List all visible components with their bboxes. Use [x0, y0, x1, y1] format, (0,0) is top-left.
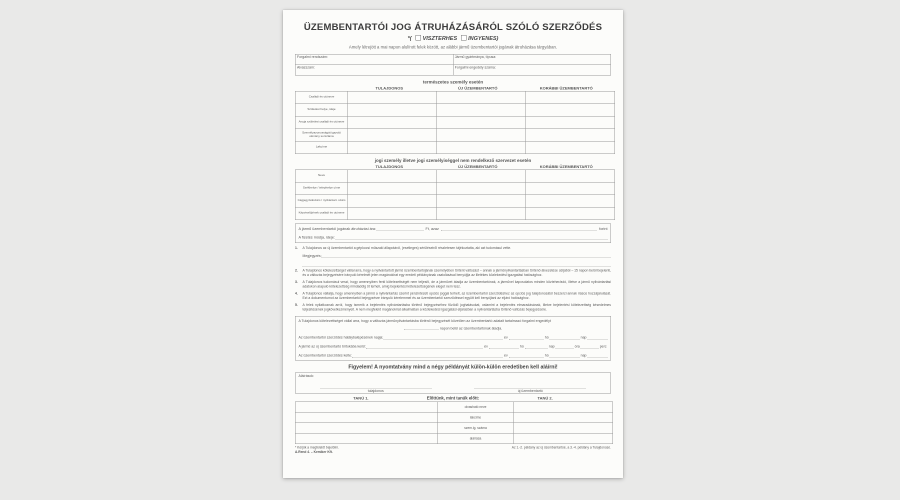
unit-hour: óra [574, 345, 580, 349]
table-row [295, 129, 615, 142]
witness-headers [295, 396, 611, 401]
field-label: Jármű gyártmánya, típusa: [454, 55, 497, 59]
field-label: Alvázszám: [297, 66, 315, 70]
legal-person-table [295, 170, 615, 221]
unit-day: nap [548, 345, 555, 349]
row-label: Lakcíme [295, 141, 348, 154]
clause-3 [295, 280, 611, 290]
field-cell [437, 195, 526, 208]
clause-5 [295, 303, 611, 313]
field-cell [348, 116, 437, 129]
dotted-line [352, 353, 503, 358]
table-row [295, 141, 615, 154]
clause-text: A felek nyilatkoznak arról, hogy ismerik a bejelentés nyilvántartásba történő bejegyzéséhez fűződő joghatásokat, valamint a bejelentés elmaradásának, illetve bejelentési kötelezettség késedelmes teljesítésének jogkövetkezményeit. A nem megfelelő magánokirat alkalmatlan a közlekedési igazgatási eljárásban a nyilvántartásba történő változás bejegyzésére. [302, 303, 611, 312]
spacer [295, 86, 345, 91]
contract-date-row [299, 353, 608, 358]
form-title: ÜZEMBENTARTÓI JOG ÁTRUHÁZÁSÁRÓL SZÓLÓ SZERZŐDÉS [303, 22, 603, 33]
field-cell [437, 207, 526, 220]
table-row [295, 116, 615, 129]
remark-label: Megjegyzés: [302, 254, 322, 258]
clause-text: A Tulajdonos kötelezettséget vállal arra, hogy a nyilvántartott jármű üzembentartójának személyében történt változást – annak a járműnyilvántartásban történő átvezetése céljából – 15 napon belül bejelenti, és a változás bejegyzésére irányuló kérelmét jelen magánokirat egy eredeti példányának csatolásával benyújtja az illetékes közlekedési igazgatási hatósághoz. [302, 268, 611, 278]
field-cell [526, 104, 615, 117]
field-cell [348, 104, 437, 117]
field-cell [437, 129, 526, 142]
field-label: Forgalmi engedély száma: [454, 66, 496, 70]
unit-year: év [504, 354, 508, 358]
form-code: A.Rend 4. – Kemiker Kft. [295, 450, 333, 455]
unit-month: hó [544, 354, 549, 358]
field-cell [526, 129, 615, 142]
form-subtitle [295, 35, 611, 42]
dotted-line [588, 335, 608, 340]
col-previous-operator: KORÁBBI ÜZEMBENTARTÓ [539, 86, 593, 91]
signatures-box [295, 373, 611, 394]
witnesses-heading: Előttünk, mint tanúk előtt: [426, 395, 480, 401]
field-cell [348, 170, 437, 183]
witness-2-label: TANÚ 2. [537, 396, 553, 401]
witness2-field-cell [513, 433, 613, 444]
row-label: olvasható neve [438, 402, 514, 413]
unit-month: hó [544, 336, 549, 340]
signature-caption: tulajdonos [367, 389, 384, 394]
witness2-field-cell [513, 402, 613, 413]
form-content [283, 10, 623, 478]
witness2-field-cell [513, 423, 613, 434]
dotted-line [581, 344, 599, 349]
form-footer [295, 446, 611, 454]
witness-1-label: TANÚ 1. [353, 396, 369, 401]
table-row [295, 195, 615, 208]
date-row-label: A jármű az új üzembentartó birtokába kerül: [298, 345, 367, 349]
field-cell [437, 182, 526, 195]
unit-day: nap [580, 354, 587, 358]
witness1-field-cell [295, 433, 438, 444]
field-chassis [295, 65, 453, 76]
row-label: lakcíme [438, 412, 514, 423]
dotted-line [303, 262, 612, 267]
table-row [295, 207, 615, 220]
dotted-line [376, 227, 424, 232]
unit-month: hó [519, 345, 524, 349]
row-label: Személyazonosságát igazoló okmány sorszáma [295, 129, 348, 142]
intro-text: Amely létrejött a mai napon alulírott felek között, az alábbi jármű üzembentartói jogának átruházása tárgyában. [348, 44, 558, 50]
option-free-label: INGYENES) [468, 35, 499, 42]
clause-number: 1. [295, 246, 298, 250]
field-cell [526, 182, 615, 195]
price-box [295, 224, 611, 244]
row-label: aláírása [438, 433, 514, 444]
witness1-field-cell [295, 402, 438, 413]
footnote-marker: *( [407, 35, 412, 42]
handover-deadline-line [299, 326, 608, 331]
scanned-form-page [283, 10, 623, 478]
checkbox-free [461, 35, 467, 41]
witness1-field-cell [295, 423, 438, 434]
signature-caption: új üzembentartó [517, 389, 543, 394]
handover-suffix: napon belül az üzembentartónak átadja. [439, 327, 503, 331]
col-previous-operator: KORÁBBI ÜZEMBENTARTÓ [539, 164, 593, 169]
remark-line [303, 253, 612, 258]
unit-minute: perc [599, 345, 607, 349]
row-label: Anyja születési családi és utóneve [295, 116, 348, 129]
unit-year: év [484, 345, 488, 349]
dotted-line [383, 335, 503, 340]
table-row [295, 402, 613, 413]
legal-column-headers [295, 165, 611, 170]
col-owner: TULAJDONOS [375, 164, 404, 169]
possession-date-row [299, 344, 608, 349]
field-reg-plate [295, 54, 453, 65]
handover-box [295, 316, 611, 361]
witness2-field-cell [513, 412, 613, 423]
effective-date-row [299, 335, 608, 340]
clause-1 [295, 246, 611, 251]
price-label: A jármű üzembentartói jogának átruházási ára: [298, 226, 377, 231]
dotted-line [556, 344, 574, 349]
dotted-line [509, 335, 544, 340]
date-row-label: Az üzembentartói szerződés hatálybalépésének napja: [298, 336, 384, 340]
signature-line [320, 385, 431, 390]
field-cell [348, 207, 437, 220]
dotted-line [588, 353, 608, 358]
field-cell [348, 129, 437, 142]
remark-extra-line [303, 262, 612, 267]
legal-person-heading: jogi személy illetve jogi személyiséggel nem rendelkező szervezet esetén [374, 158, 532, 163]
price-mid-label: Ft, azaz [425, 226, 439, 231]
table-row [295, 423, 613, 434]
unit-day: nap [580, 336, 587, 340]
clause-number: 3. [295, 280, 298, 284]
dotted-line [322, 253, 611, 258]
row-label: Neve [295, 170, 348, 183]
spacer [295, 165, 345, 170]
date-row-label: Az üzembentartói szerződés kelte: [298, 354, 352, 358]
unit-year: év [504, 336, 508, 340]
dotted-line [525, 344, 548, 349]
footer-left [295, 446, 339, 454]
signature-line [475, 385, 586, 390]
table-row [295, 104, 615, 117]
new-operator-signature [453, 385, 608, 394]
price-end-label: forint [599, 226, 608, 231]
dotted-line [441, 227, 597, 232]
col-owner: TULAJDONOS [375, 86, 404, 91]
row-label: Születési helye, ideje [295, 104, 348, 117]
field-reg-cert [453, 65, 611, 76]
field-cell [526, 141, 615, 154]
col-new-operator: ÚJ ÜZEMBENTARTÓ [458, 164, 498, 169]
clause-number: 5. [295, 303, 298, 307]
dotted-line [550, 335, 580, 340]
table-row [295, 170, 615, 183]
row-label: Képviselőjének családi és utóneve [295, 207, 348, 220]
table-row [295, 412, 613, 423]
dotted-line [509, 353, 544, 358]
table-row [295, 182, 615, 195]
vehicle-data-table [295, 54, 611, 76]
handover-text: A Tulajdonos kötelezettséget vállal arra, hogy a változás járműnyilvántartásba történő bejegyzését követően az üzembentartó adatait tartalmazó forgalmi engedélyt [298, 319, 551, 323]
dotted-line [550, 353, 580, 358]
dotted-line [404, 326, 439, 330]
dotted-line [366, 344, 483, 349]
field-cell [437, 116, 526, 129]
clause-2 [295, 268, 611, 278]
clause-4 [295, 291, 611, 301]
field-cell [526, 91, 615, 104]
field-cell [526, 170, 615, 183]
field-cell [526, 195, 615, 208]
checkbox-onerous [416, 35, 422, 41]
option-onerous-label: VISZTERHES [422, 35, 458, 42]
row-label: Cégjegyzékszám / nyilvántart. szám [295, 195, 348, 208]
field-cell [348, 182, 437, 195]
field-label: Forgalmi rendszám: [297, 55, 328, 59]
table-row [295, 91, 615, 104]
field-cell [437, 170, 526, 183]
field-cell [526, 116, 615, 129]
col-new-operator: ÚJ ÜZEMBENTARTÓ [458, 86, 498, 91]
row-label: Székhelye / telephelye címe [295, 182, 348, 195]
footer-copies-note: Az 1.-2. példány az új üzembentartóé, a 3.-4. példány a Tulajdonosé. [511, 446, 611, 450]
clause-number: 4. [295, 291, 298, 296]
clauses-section [295, 246, 611, 312]
natural-person-heading: természetes személy esetén [422, 79, 484, 85]
witness-table [295, 402, 613, 445]
attention-warning: Figyelem! A nyomtatvány mind a négy példányát külön-külön eredetiben kell aláírni! [348, 364, 558, 371]
clause-text: A Tulajdonos tudomásul veszi, hogy amennyiben fenti kötelezettségét nem teljesíti, de a járművet átadja az üzembentartónak, a járművel kapcsolatos minden közteher/adó, illetve a jármű nyilvántartási adatokon alapuló kötelezettség mindaddig őt terheli, amíg bejelentési kötelezettségének eleget nem tesz. [302, 280, 611, 289]
dotted-line [335, 235, 608, 240]
clause-text: A Tulajdonos vállalja, hogy amennyiben a jármű a nyilvántartás szerint pénzintézeti opciós joggal terhelt, az üzembentartói szerződéshez az opciós jog tulajdonosától beszerzi annak írásos hozzájárulását. Ezt a dokumentumot az üzembentartói bejegyzésre irányuló kérelemmel és az üzembentartói szerződéssel együtt kell benyújtani az eljáró hatósághoz. [302, 291, 611, 301]
row-label: szem.ig. száma [438, 423, 514, 434]
field-cell [437, 91, 526, 104]
natural-column-headers [295, 86, 611, 91]
field-cell [348, 91, 437, 104]
signatures-label: Aláírások: [298, 374, 315, 379]
payment-label: A fizetés módja, ideje: [298, 235, 335, 240]
row-label: Családi és utóneve [295, 91, 348, 104]
clause-text: A Tulajdonos az új üzembentartót a gépkocsi műszaki állapotáról, (esetleges) sérüléseiről részletesen tájékoztatta, aki azt tudomásul vette. [302, 246, 512, 250]
table-row [295, 433, 613, 444]
field-cell [526, 207, 615, 220]
dotted-line [489, 344, 519, 349]
field-make-type [453, 54, 611, 65]
field-cell [348, 195, 437, 208]
field-cell [348, 141, 437, 154]
clause-number: 2. [295, 268, 298, 273]
witness1-field-cell [295, 412, 438, 423]
owner-signature [299, 385, 454, 394]
field-cell [437, 141, 526, 154]
field-cell [437, 104, 526, 117]
footnote-text: * Kérjük a megfelelőt bejelölni. [295, 446, 339, 450]
natural-person-table [295, 91, 615, 154]
